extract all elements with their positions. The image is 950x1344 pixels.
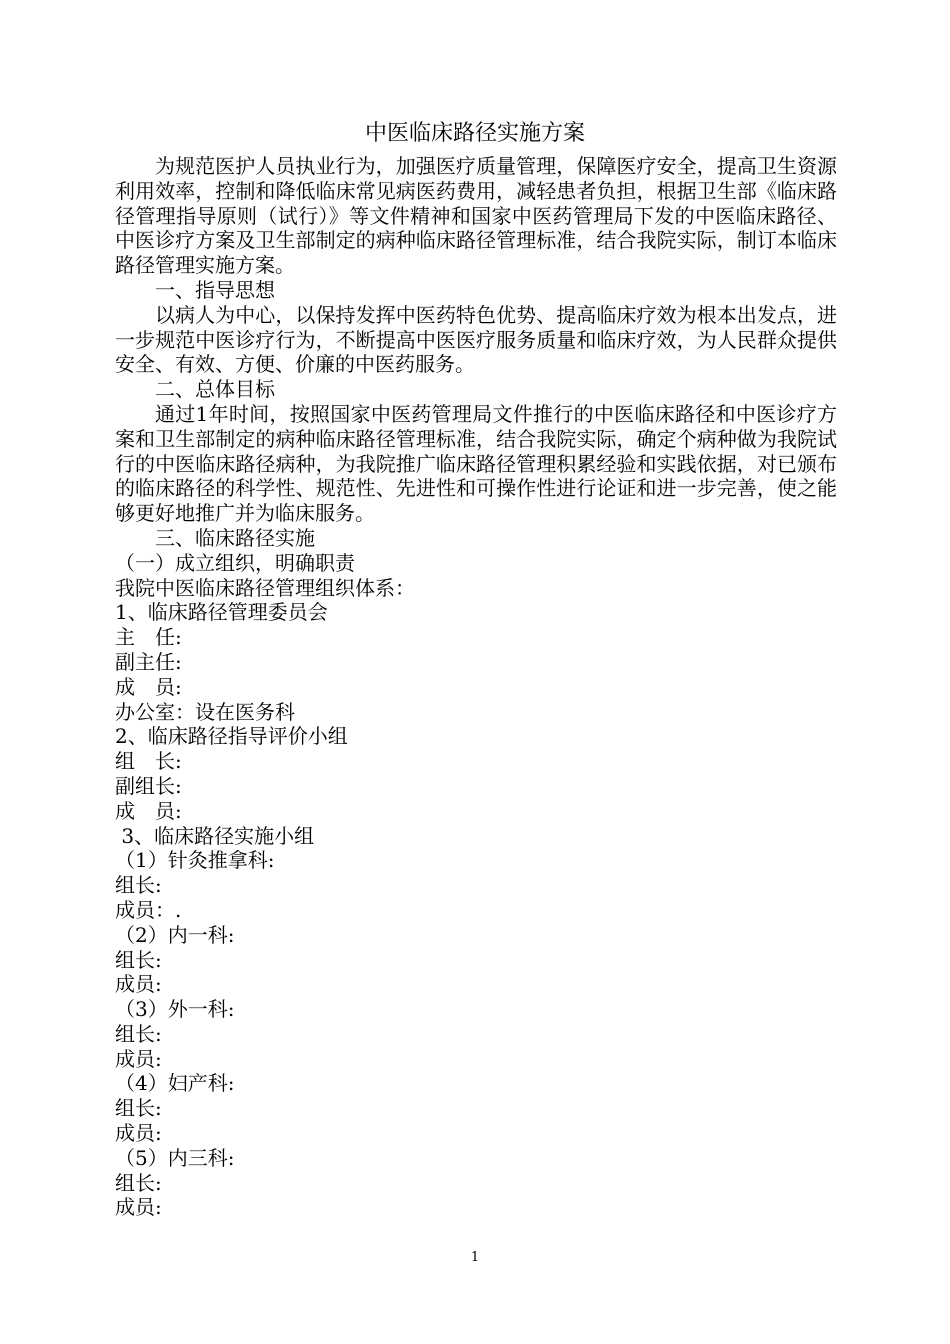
document-title: 中医临床路径实施方案 bbox=[364, 121, 585, 146]
organization-line: 成 员: bbox=[115, 798, 182, 823]
organization-line: （一）成立组织，明确职责 bbox=[115, 550, 355, 575]
organization-line: 组长: bbox=[115, 1021, 162, 1046]
organization-line: （1）针灸推拿科: bbox=[115, 848, 275, 873]
organization-line: 2、临床路径指导评价小组 bbox=[115, 724, 348, 749]
organization-line: 成 员: bbox=[115, 674, 182, 699]
organization-line: 我院中医临床路径管理组织体系： bbox=[115, 575, 415, 600]
organization-line: 成员: bbox=[115, 1121, 162, 1146]
organization-line: 副主任: bbox=[115, 649, 182, 674]
organization-line: 3、临床路径实施小组 bbox=[115, 823, 315, 848]
organization-line: 成员: bbox=[115, 1046, 162, 1071]
organization-line: 办公室：设在医务科 bbox=[115, 699, 295, 724]
organization-line: 成员：. bbox=[115, 897, 182, 922]
organization-line: 成员: bbox=[115, 972, 162, 997]
organization-line: （3）外一科: bbox=[115, 997, 235, 1022]
section-heading-overall-goal: 二、总体目标 bbox=[155, 377, 275, 402]
organization-line: 成员: bbox=[115, 1195, 162, 1220]
organization-line: 组长: bbox=[115, 1096, 162, 1121]
document-body bbox=[115, 154, 837, 1220]
organization-line: 1、临床路径管理委员会 bbox=[115, 600, 328, 625]
section-heading-implementation: 三、临床路径实施 bbox=[155, 525, 315, 550]
page-number: 1 bbox=[470, 1250, 480, 1265]
organization-line: 主 任: bbox=[115, 625, 182, 650]
section-heading-guiding-ideology: 一、指导思想 bbox=[155, 277, 275, 302]
organization-line: （5）内三科: bbox=[115, 1145, 235, 1170]
guiding-ideology-paragraph: 以病人为中心，以保持发挥中医药特色优势、提高临床疗效为根本出发点，进一步规范中医诊疗行为，不断提高中医医疗服务质量和临床疗效，为人民群众提供安全、有效、方便、价廉的中医药服务。 bbox=[115, 302, 837, 377]
organization-line: 组长: bbox=[115, 873, 162, 898]
organization-line: 组长: bbox=[115, 947, 162, 972]
organization-line: 副组长: bbox=[115, 773, 182, 798]
overall-goal-paragraph: 通过1年时间，按照国家中医药管理局文件推行的中医临床路径和中医诊疗方案和卫生部制定的病种临床路径管理标准，结合我院实际，确定个病种做为我院试行的中医临床路径病种，为我院推广临床路径管理积累经验和实践依据，对已颁布的临床路径的科学性、规范性、先进性和可操作性进行论证和进一步完善，使之能够更好地推广并为临床服务。 bbox=[115, 401, 837, 526]
organization-line: 组长: bbox=[115, 1170, 162, 1195]
organization-line: （4）妇产科: bbox=[115, 1071, 235, 1096]
organization-line: 组 长: bbox=[115, 749, 182, 774]
organization-line: （2）内一科: bbox=[115, 922, 235, 947]
intro-paragraph: 为规范医护人员执业行为，加强医疗质量管理，保障医疗安全，提高卫生资源利用效率，控制和降低临床常见病医药费用，减轻患者负担，根据卫生部《临床路径管理指导原则（试行）》等文件精神和国家中医药管理局下发的中医临床路径、中医诊疗方案及卫生部制定的病种临床路径管理标准，结合我院实际，制订本临床路径管理实施方案。 bbox=[115, 154, 837, 278]
